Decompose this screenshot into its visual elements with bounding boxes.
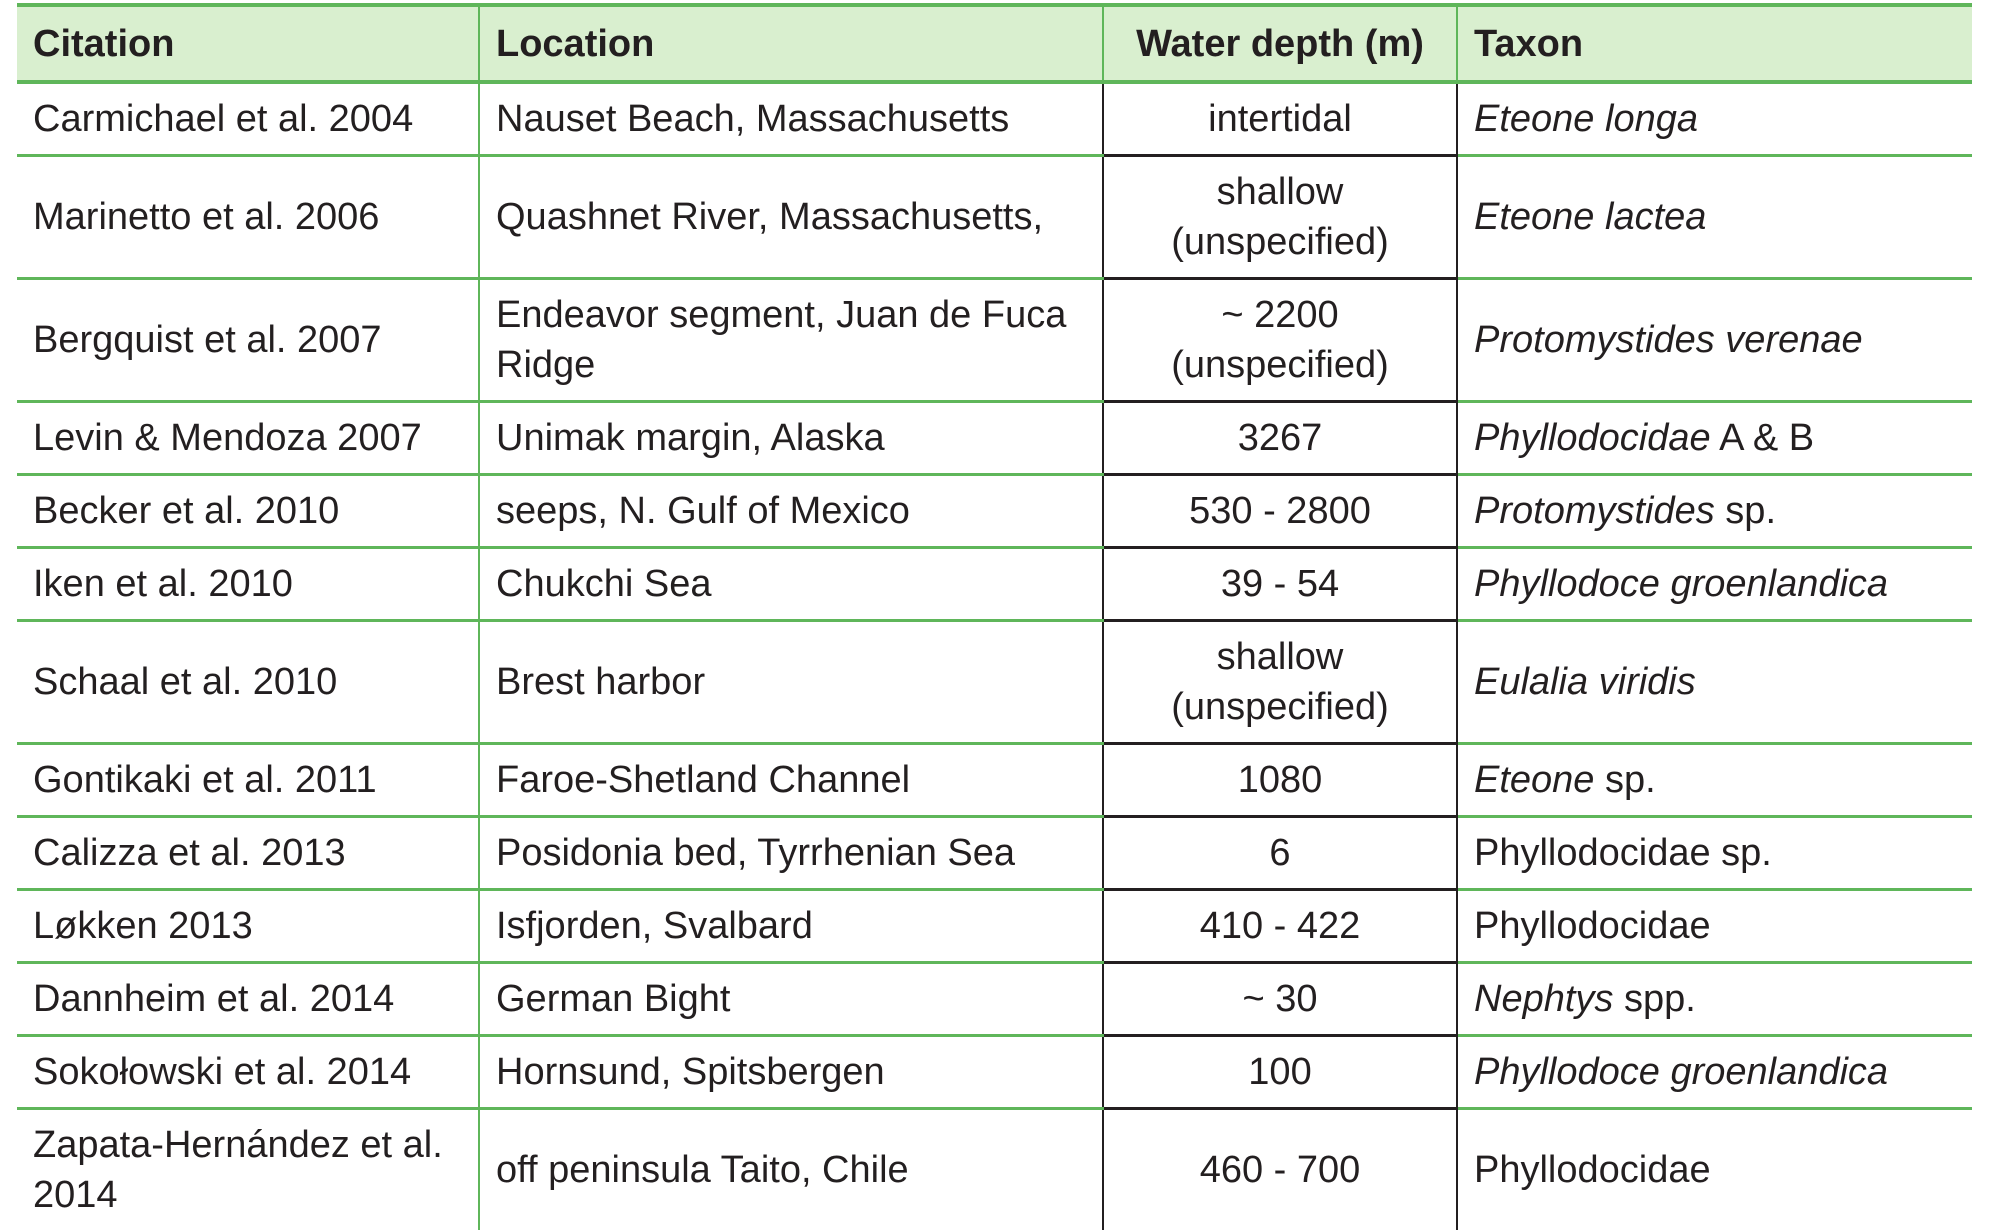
location-cell: Brest harbor: [479, 621, 1103, 744]
location-cell: off peninsula Taito, Chile: [479, 1109, 1103, 1230]
taxon-italic: Eteone lactea: [1474, 196, 1706, 238]
header-taxon: Taxon: [1457, 5, 1972, 82]
table-row: [17, 82, 1972, 156]
citation-cell: Levin & Mendoza 2007: [17, 402, 479, 475]
taxon-italic: Eulalia viridis: [1474, 661, 1696, 703]
location-cell: Isfjorden, Svalbard: [479, 890, 1103, 963]
table-row: [17, 1109, 1972, 1230]
citation-cell: Zapata-Hernández et al. 2014: [17, 1109, 479, 1230]
location-cell: Posidonia bed, Tyrrhenian Sea: [479, 817, 1103, 890]
taxon-cell: [1457, 279, 1972, 402]
taxon-plain: spp.: [1613, 978, 1695, 1020]
depth-cell: 410 - 422: [1103, 890, 1457, 963]
taxon-plain: Phyllodocidae: [1474, 1149, 1711, 1191]
header-row: [17, 5, 1972, 82]
citation-cell: Dannheim et al. 2014: [17, 963, 479, 1036]
taxon-plain: sp.: [1594, 759, 1655, 801]
table-row: [17, 621, 1972, 744]
location-cell: Quashnet River, Massachusetts,: [479, 156, 1103, 279]
taxon-cell: [1457, 1036, 1972, 1109]
taxon-cell: [1457, 963, 1972, 1036]
taxon-cell: [1457, 82, 1972, 156]
citation-cell: Bergquist et al. 2007: [17, 279, 479, 402]
citation-cell: Løkken 2013: [17, 890, 479, 963]
taxon-italic: Phyllodoce groenlandica: [1474, 1051, 1888, 1093]
location-cell: Faroe-Shetland Channel: [479, 744, 1103, 817]
taxon-plain: Phyllodocidae sp.: [1474, 832, 1772, 874]
citation-cell: Iken et al. 2010: [17, 548, 479, 621]
taxon-cell: [1457, 548, 1972, 621]
depth-cell: 530 - 2800: [1103, 475, 1457, 548]
table-row: [17, 890, 1972, 963]
location-cell: German Bight: [479, 963, 1103, 1036]
citation-cell: Marinetto et al. 2006: [17, 156, 479, 279]
table-row: [17, 548, 1972, 621]
location-cell: Endeavor segment, Juan de Fuca Ridge: [479, 279, 1103, 402]
location-cell: Chukchi Sea: [479, 548, 1103, 621]
taxon-italic: Protomystides verenae: [1474, 319, 1863, 361]
taxon-cell: [1457, 621, 1972, 744]
taxon-cell: [1457, 156, 1972, 279]
depth-cell: 3267: [1103, 402, 1457, 475]
taxon-cell: [1457, 744, 1972, 817]
taxon-cell: [1457, 475, 1972, 548]
taxon-plain: Phyllodocidae: [1474, 905, 1711, 947]
taxon-plain: sp.: [1715, 490, 1776, 532]
table-row: [17, 279, 1972, 402]
location-cell: Unimak margin, Alaska: [479, 402, 1103, 475]
citation-cell: Calizza et al. 2013: [17, 817, 479, 890]
citation-cell: Schaal et al. 2010: [17, 621, 479, 744]
taxon-cell: [1457, 817, 1972, 890]
depth-cell: 460 - 700: [1103, 1109, 1457, 1230]
taxon-italic: Protomystides: [1474, 490, 1715, 532]
taxon-cell: [1457, 1109, 1972, 1230]
table-row: [17, 1036, 1972, 1109]
depth-cell: 6: [1103, 817, 1457, 890]
depth-cell: ~ 2200 (unspecified): [1103, 279, 1457, 402]
table-row: [17, 817, 1972, 890]
depth-cell: 1080: [1103, 744, 1457, 817]
header-location: Location: [479, 5, 1103, 82]
depth-cell: intertidal: [1103, 82, 1457, 156]
depth-cell: 39 - 54: [1103, 548, 1457, 621]
citation-cell: Gontikaki et al. 2011: [17, 744, 479, 817]
taxon-italic: Eteone longa: [1474, 98, 1698, 140]
citation-cell: Becker et al. 2010: [17, 475, 479, 548]
header-citation: Citation: [17, 5, 479, 82]
depth-cell: ~ 30: [1103, 963, 1457, 1036]
taxon-italic: Eteone: [1474, 759, 1594, 801]
taxon-cell: [1457, 890, 1972, 963]
taxon-italic: Nephtys: [1474, 978, 1613, 1020]
depth-cell: shallow (unspecified): [1103, 156, 1457, 279]
depth-cell: shallow (unspecified): [1103, 621, 1457, 744]
citation-cell: Sokołowski et al. 2014: [17, 1036, 479, 1109]
location-cell: Nauset Beach, Massachusetts: [479, 82, 1103, 156]
citation-cell: Carmichael et al. 2004: [17, 82, 479, 156]
citations-table: [17, 3, 1972, 1230]
taxon-cell: [1457, 402, 1972, 475]
taxon-plain: A & B: [1711, 417, 1815, 459]
header-water-depth: Water depth (m): [1103, 5, 1457, 82]
table-row: [17, 963, 1972, 1036]
taxon-italic: Phyllodoce groenlandica: [1474, 563, 1888, 605]
table-row: [17, 156, 1972, 279]
taxon-italic: Phyllodocidae: [1474, 417, 1711, 459]
depth-cell: 100: [1103, 1036, 1457, 1109]
table-row: [17, 744, 1972, 817]
location-cell: seeps, N. Gulf of Mexico: [479, 475, 1103, 548]
table-row: [17, 402, 1972, 475]
location-cell: Hornsund, Spitsbergen: [479, 1036, 1103, 1109]
table-row: [17, 475, 1972, 548]
